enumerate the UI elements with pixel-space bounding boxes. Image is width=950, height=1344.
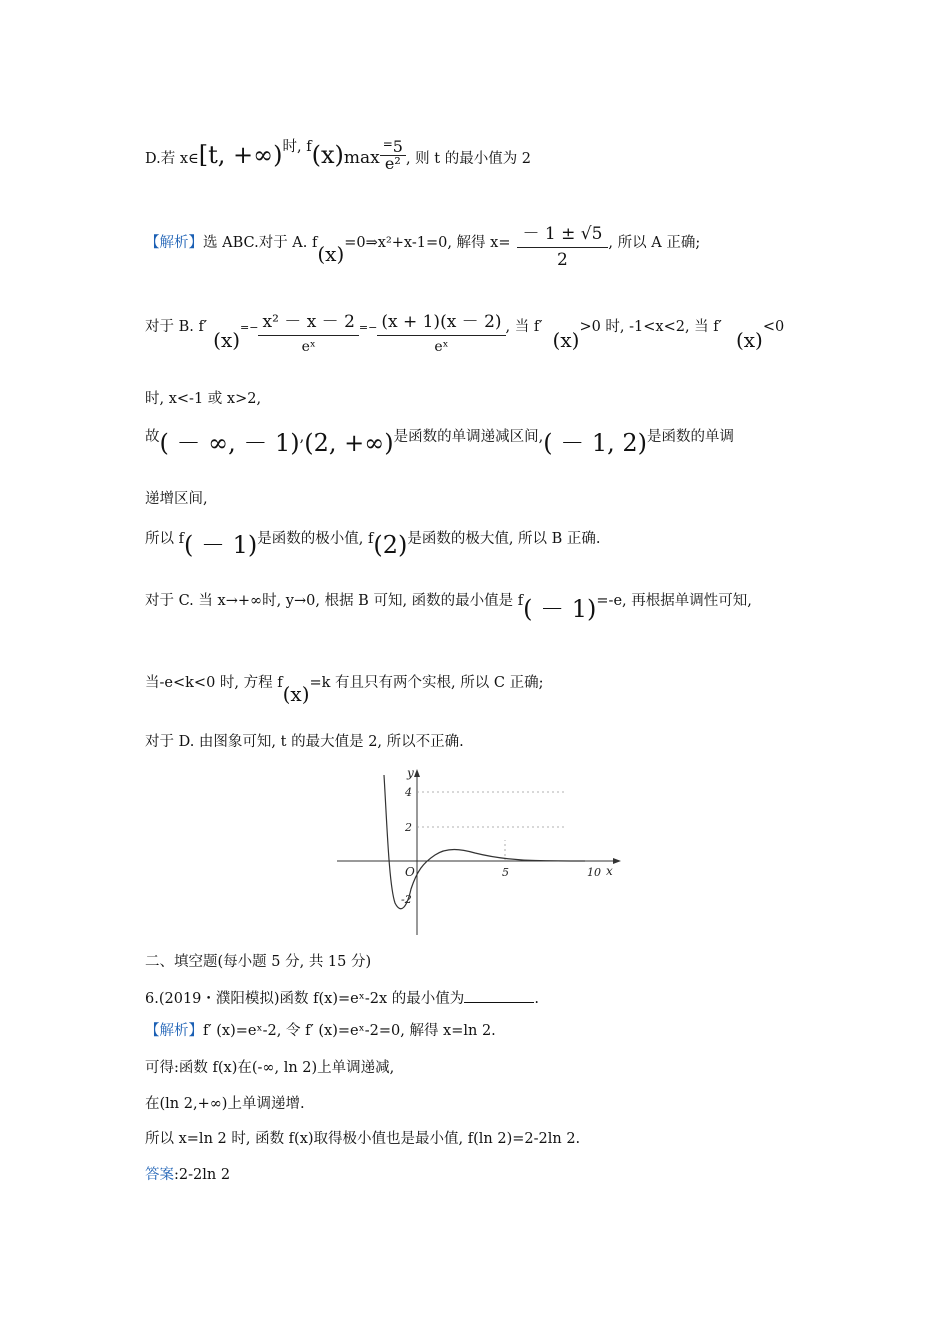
- y-tick-4: 4: [405, 786, 412, 799]
- line8-text1: 对于 C. 当 x→+∞时, y→0, 根据 B 可知, 函数的最小值是 f: [145, 593, 524, 609]
- analysis-tag: 【解析】: [145, 235, 203, 251]
- fraction-denominator: 2: [557, 250, 568, 270]
- solution-line-3: 在(ln 2,+∞)上单调递增.: [145, 1096, 305, 1112]
- x-tick-5: 5: [502, 866, 509, 879]
- line9-text2: =k 有且只有两个实根, 所以 C 正确;: [309, 675, 544, 691]
- analysis-b-text3: >0 时, -1<x<2, 当 f′: [579, 319, 722, 335]
- y-tick-neg2: -2: [401, 893, 412, 906]
- analysis-tag: 【解析】: [145, 1023, 203, 1039]
- analysis-a-text1: 选 ABC.对于 A. f: [203, 235, 318, 251]
- answer-blank: [464, 990, 534, 1003]
- y-tick-2: 2: [405, 821, 412, 834]
- analysis-b-text2: , 当 f′: [505, 319, 543, 335]
- monotonic-line: [145, 430, 734, 455]
- option-d-prefix: D.若 x∈: [145, 151, 199, 167]
- grid-dashes: [417, 792, 565, 861]
- x-tick-10: 10: [587, 866, 601, 879]
- fx-paren: (x): [282, 682, 310, 706]
- answer-label: 答案: [145, 1167, 174, 1183]
- analysis-b-text1: 对于 B. f′: [145, 319, 208, 335]
- fx-paren: (x): [311, 141, 344, 169]
- option-d-line: [145, 137, 532, 173]
- y-axis-label: y: [407, 766, 414, 780]
- solution-text-1: f′ (x)=eˣ-2, 令 f′ (x)=eˣ-2=0, 解得 x=ln 2.: [203, 1023, 496, 1039]
- analysis-a-text3: , 所以 A 正确;: [608, 235, 701, 251]
- fraction-root: [517, 226, 609, 269]
- option-d-analysis: 对于 D. 由图象可知, t 的最大值是 2, 所以不正确.: [145, 734, 464, 750]
- fraction-derivative: [258, 314, 358, 354]
- fx-paren: (x): [735, 328, 763, 352]
- fx-paren: (x): [317, 242, 345, 266]
- fraction-denominator: e²: [384, 154, 401, 173]
- x-axis-label: x: [606, 864, 613, 878]
- fx-paren: (x): [552, 328, 580, 352]
- question-6-text: 6.(2019・濮阳模拟)函数 f(x)=eˣ-2x 的最小值为: [145, 991, 465, 1007]
- section-2-heading: 二、填空题(每小题 5 分, 共 15 分): [145, 954, 372, 970]
- question-6-end: .: [534, 991, 539, 1007]
- fraction-denominator: eˣ: [434, 339, 449, 355]
- analysis-b-line: [145, 314, 784, 354]
- function-curve: [384, 775, 585, 909]
- solution-line-4: 所以 x=ln 2 时, 函数 f(x)取得极小值也是最小值, f(ln 2)=2-2ln 2.: [145, 1131, 581, 1147]
- analysis-a-text2: =0⇒x²+x-1=0, 解得 x=: [344, 235, 511, 251]
- line-4: 时, x<-1 或 x>2,: [145, 391, 262, 407]
- line5-text2: 是函数的单调递减区间,: [393, 429, 544, 445]
- analysis-a-line: [145, 226, 700, 269]
- option-d-mid: 时, f: [282, 139, 312, 155]
- line9-text1: 当-e<k<0 时, 方程 f: [145, 675, 283, 691]
- fraction-factored: [377, 314, 505, 354]
- fraction-numerator: － 1 ± √5: [517, 226, 609, 248]
- extrema-line: [145, 532, 601, 557]
- option-c-line: [145, 594, 752, 621]
- line5-text1: 故: [145, 429, 160, 445]
- interval-neg1-2: ( － 1, 2): [543, 429, 647, 457]
- arg-2: (2): [373, 531, 408, 559]
- equals-sign: =: [382, 137, 393, 151]
- line8-text2: =-e, 再根据单调性可知,: [596, 593, 752, 609]
- solution-line-1: [145, 1024, 496, 1039]
- origin-label: O: [405, 865, 415, 879]
- roots-line: [145, 676, 543, 704]
- line5-text3: 是函数的单调: [647, 429, 734, 445]
- fraction-5-e2: [380, 138, 406, 172]
- fraction-numerator: x² － x － 2: [258, 314, 358, 336]
- option-d-suffix: , 则 t 的最小值为 2: [405, 151, 532, 167]
- line7-text1: 所以 f: [145, 531, 184, 547]
- arg-neg1: ( － 1): [183, 531, 258, 559]
- answer-line: [145, 1168, 230, 1183]
- answer-value: :2-2ln 2: [174, 1167, 231, 1183]
- max-subscript: max: [343, 148, 380, 168]
- line7-text2: 是函数的极小值, f: [257, 531, 374, 547]
- equals-minus: =−: [240, 321, 259, 334]
- line7-text3: 是函数的极大值, 所以 B 正确.: [407, 531, 601, 547]
- analysis-b-text4: <0: [762, 319, 785, 335]
- function-graph: [335, 765, 625, 940]
- line-6: 递增区间,: [145, 491, 208, 507]
- solution-line-2: 可得:函数 f(x)在(-∞, ln 2)上单调递减,: [145, 1060, 395, 1076]
- fraction-denominator: eˣ: [301, 339, 316, 355]
- line5-sep: ,: [299, 429, 305, 445]
- fraction-numerator: (x + 1)(x － 2): [377, 314, 505, 336]
- question-6: [145, 990, 539, 1007]
- interval-t-inf: [t, +∞): [198, 141, 283, 169]
- fx-paren: (x): [213, 328, 241, 352]
- arg-neg1: ( － 1): [523, 595, 597, 623]
- interval-2-inf: (2, +∞): [304, 429, 394, 457]
- graph-axes: [337, 769, 621, 935]
- interval-neg-inf-neg1: ( － ∞, － 1): [159, 429, 300, 457]
- numerator-5: 5: [392, 137, 403, 156]
- equals-minus: =−: [358, 321, 378, 334]
